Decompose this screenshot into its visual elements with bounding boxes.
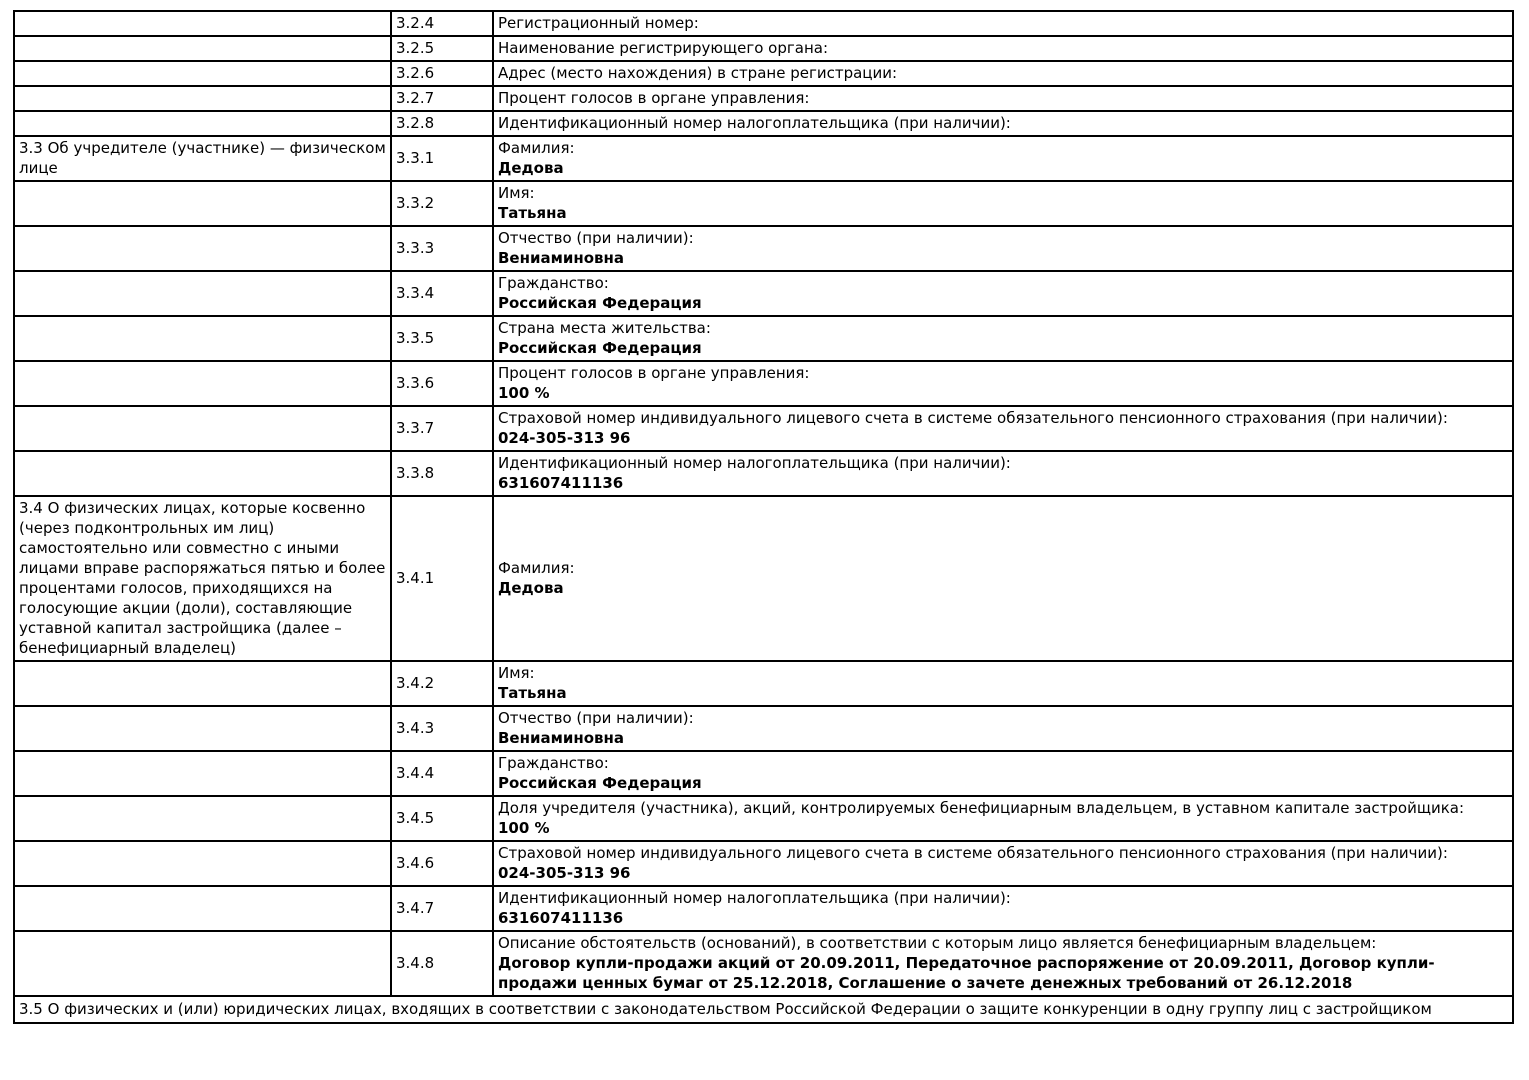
field-value: Татьяна xyxy=(498,684,567,702)
item-number: 3.2.5 xyxy=(396,39,435,57)
section-cell xyxy=(14,706,391,751)
content-cell xyxy=(493,796,1513,841)
content-cell xyxy=(493,61,1513,86)
table-row xyxy=(14,271,1513,316)
table-row xyxy=(14,841,1513,886)
field-value: Российская Федерация xyxy=(498,339,702,357)
field-label: Страна места жительства: xyxy=(498,319,711,337)
footer-row xyxy=(14,996,1513,1023)
table-body xyxy=(14,11,1513,996)
section-cell xyxy=(14,841,391,886)
item-number-cell xyxy=(391,36,493,61)
item-number-cell xyxy=(391,751,493,796)
item-number-cell xyxy=(391,111,493,136)
content-cell xyxy=(493,271,1513,316)
table-row xyxy=(14,406,1513,451)
item-number-cell xyxy=(391,181,493,226)
field-value: Вениаминовна xyxy=(498,249,625,267)
item-number-cell xyxy=(391,451,493,496)
field-value: Дедова xyxy=(498,159,564,177)
field-value: 024-305-313 96 xyxy=(498,429,631,447)
section-cell xyxy=(14,406,391,451)
content-cell xyxy=(493,451,1513,496)
field-value: Татьяна xyxy=(498,204,567,222)
content-cell xyxy=(493,931,1513,996)
field-value: 100 % xyxy=(498,819,550,837)
field-label: Страховой номер индивидуального лицевого счета в системе обязательного пенсионного страхования (при наличии): xyxy=(498,409,1448,427)
table-row xyxy=(14,751,1513,796)
item-number-cell xyxy=(391,86,493,111)
field-label: Фамилия: xyxy=(498,559,575,577)
content-cell xyxy=(493,181,1513,226)
item-number: 3.3.2 xyxy=(396,194,435,212)
table-row xyxy=(14,111,1513,136)
field-label: Доля учредителя (участника), акций, контролируемых бенефициарным владельцем, в уставном капитале застройщика: xyxy=(498,799,1465,817)
item-number-cell xyxy=(391,796,493,841)
content-cell xyxy=(493,751,1513,796)
item-number: 3.2.7 xyxy=(396,89,435,107)
item-number: 3.4.8 xyxy=(396,954,435,972)
content-cell xyxy=(493,11,1513,36)
field-value: 631607411136 xyxy=(498,474,624,492)
section-cell xyxy=(14,181,391,226)
item-number: 3.3.1 xyxy=(396,149,435,167)
item-number: 3.3.5 xyxy=(396,329,435,347)
section-cell xyxy=(14,36,391,61)
table-row xyxy=(14,496,1513,661)
item-number-cell xyxy=(391,841,493,886)
content-cell xyxy=(493,226,1513,271)
item-number: 3.3.4 xyxy=(396,284,435,302)
table-row xyxy=(14,86,1513,111)
content-cell xyxy=(493,841,1513,886)
table-row xyxy=(14,316,1513,361)
content-cell xyxy=(493,111,1513,136)
item-number-cell xyxy=(391,496,493,661)
content-cell xyxy=(493,886,1513,931)
field-label: Идентификационный номер налогоплательщика (при наличии): xyxy=(498,454,1011,472)
section-cell xyxy=(14,931,391,996)
item-number: 3.2.4 xyxy=(396,14,435,32)
item-number: 3.4.3 xyxy=(396,719,435,737)
field-label: Фамилия: xyxy=(498,139,575,157)
item-number-cell xyxy=(391,61,493,86)
item-number-cell xyxy=(391,11,493,36)
item-number-cell xyxy=(391,361,493,406)
item-number-cell xyxy=(391,406,493,451)
field-label: Страховой номер индивидуального лицевого счета в системе обязательного пенсионного страхования (при наличии): xyxy=(498,844,1448,862)
field-label: Имя: xyxy=(498,184,535,202)
field-value: Договор купли-продажи акций от 20.09.2011, Передаточное распоряжение от 20.09.2011, Договор купли-продажи ценных бумаг от 25.12.2018, Соглашение о зачете денежных требований от 26.12.2018 xyxy=(498,954,1435,992)
section-cell xyxy=(14,886,391,931)
footer-cell: 3.5 О физических и (или) юридических лицах, входящих в соответствии с законодательством Российской Федерации о защите конкуренции в одну группу лиц с застройщиком xyxy=(14,996,1513,1023)
section-cell xyxy=(14,496,391,661)
table-footer xyxy=(14,996,1513,1023)
item-number-cell xyxy=(391,661,493,706)
section-cell xyxy=(14,661,391,706)
item-number: 3.4.2 xyxy=(396,674,435,692)
item-number: 3.4.1 xyxy=(396,569,435,587)
content-cell xyxy=(493,136,1513,181)
field-label: Регистрационный номер: xyxy=(498,14,699,32)
item-number-cell xyxy=(391,316,493,361)
field-label: Имя: xyxy=(498,664,535,682)
table-row xyxy=(14,661,1513,706)
section-cell xyxy=(14,11,391,36)
item-number: 3.4.5 xyxy=(396,809,435,827)
field-value: 024-305-313 96 xyxy=(498,864,631,882)
item-number: 3.4.6 xyxy=(396,854,435,872)
section-label: 3.3 Об учредителе (участнике) — физическом лице xyxy=(19,139,386,177)
section-cell xyxy=(14,751,391,796)
item-number-cell xyxy=(391,226,493,271)
item-number-cell xyxy=(391,706,493,751)
field-label: Адрес (место нахождения) в стране регистрации: xyxy=(498,64,898,82)
section-cell xyxy=(14,451,391,496)
section-label: 3.4 О физических лицах, которые косвенно (через подконтрольных им лиц) самостоятельно или совместно с иными лицами вправе распоряжаться пятью и более процентами голосов, приходящихся на голосующие акции (доли), составляющие уставной капитал застройщика (далее – бенефициарный владелец) xyxy=(19,499,386,657)
field-label: Наименование регистрирующего органа: xyxy=(498,39,828,57)
field-label: Отчество (при наличии): xyxy=(498,229,694,247)
item-number: 3.2.6 xyxy=(396,64,435,82)
field-value: 100 % xyxy=(498,384,550,402)
item-number: 3.3.6 xyxy=(396,374,435,392)
table-row xyxy=(14,61,1513,86)
content-cell xyxy=(493,496,1513,661)
declaration-table xyxy=(13,10,1514,1024)
item-number-cell xyxy=(391,136,493,181)
field-value: Дедова xyxy=(498,579,564,597)
field-value: Вениаминовна xyxy=(498,729,625,747)
item-number-cell xyxy=(391,271,493,316)
item-number: 3.3.8 xyxy=(396,464,435,482)
table-row xyxy=(14,886,1513,931)
content-cell xyxy=(493,406,1513,451)
content-cell xyxy=(493,86,1513,111)
table-row xyxy=(14,796,1513,841)
table-row xyxy=(14,136,1513,181)
section-cell xyxy=(14,86,391,111)
field-value: Российская Федерация xyxy=(498,774,702,792)
table-row xyxy=(14,706,1513,751)
table-row xyxy=(14,11,1513,36)
section-cell xyxy=(14,316,391,361)
item-number: 3.4.7 xyxy=(396,899,435,917)
item-number-cell xyxy=(391,931,493,996)
item-number: 3.3.3 xyxy=(396,239,435,257)
field-value: 631607411136 xyxy=(498,909,624,927)
item-number-cell xyxy=(391,886,493,931)
table-row xyxy=(14,361,1513,406)
section-cell xyxy=(14,136,391,181)
content-cell xyxy=(493,706,1513,751)
content-cell xyxy=(493,661,1513,706)
table-row xyxy=(14,226,1513,271)
field-label: Идентификационный номер налогоплательщика (при наличии): xyxy=(498,889,1011,907)
section-cell xyxy=(14,226,391,271)
item-number: 3.2.8 xyxy=(396,114,435,132)
field-label: Гражданство: xyxy=(498,274,609,292)
table-row xyxy=(14,451,1513,496)
field-label: Описание обстоятельств (оснований), в соответствии с которым лицо является бенефициарным владельцем: xyxy=(498,934,1377,952)
section-cell xyxy=(14,796,391,841)
section-cell xyxy=(14,361,391,406)
section-cell xyxy=(14,111,391,136)
field-label: Процент голосов в органе управления: xyxy=(498,89,810,107)
table-row xyxy=(14,36,1513,61)
section-cell xyxy=(14,61,391,86)
section-cell xyxy=(14,271,391,316)
content-cell xyxy=(493,316,1513,361)
content-cell xyxy=(493,361,1513,406)
item-number: 3.3.7 xyxy=(396,419,435,437)
content-cell xyxy=(493,36,1513,61)
field-label: Отчество (при наличии): xyxy=(498,709,694,727)
table-row xyxy=(14,931,1513,996)
field-label: Процент голосов в органе управления: xyxy=(498,364,810,382)
field-label: Идентификационный номер налогоплательщика (при наличии): xyxy=(498,114,1011,132)
field-label: Гражданство: xyxy=(498,754,609,772)
field-value: Российская Федерация xyxy=(498,294,702,312)
item-number: 3.4.4 xyxy=(396,764,435,782)
table-row xyxy=(14,181,1513,226)
